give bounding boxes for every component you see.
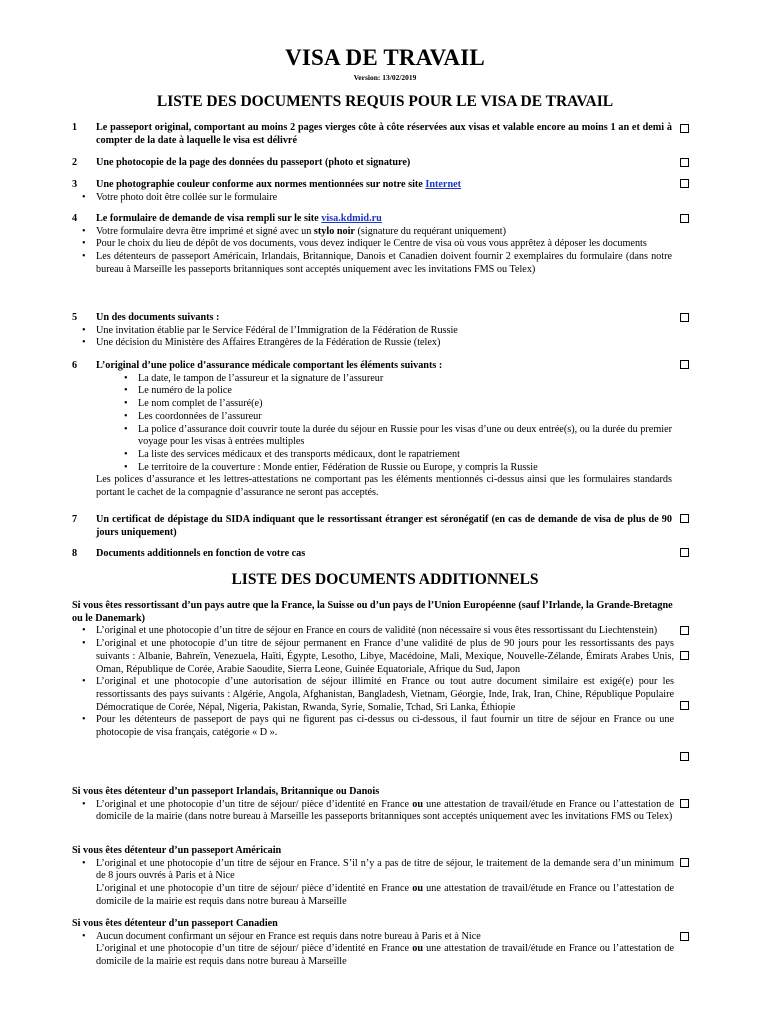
checkbox[interactable] bbox=[680, 858, 689, 867]
bullet: • L’original et une photocopie d’un titre de séjour permanent en France d’une validité de plus de 90 jours pour les ressortissants des pays suivants : Albanie, Bahreïn, Venezuela, Haïti, Égypte, Lesotho, Libye, Macédoine, Mali, Mexique, Nouvelle-Zélande, Émirats Arabes Unis, Oman, République de Corée, Arabie Saoudite, Sierra Leone, Guinée Equatoriale, Afrique du Sud, Japon bbox=[72, 638, 674, 676]
required-list-title: LISTE DES DOCUMENTS REQUIS POUR LE VISA DE TRAVAIL bbox=[156, 93, 614, 110]
page-title: VISA DE TRAVAIL bbox=[285, 45, 485, 70]
section-canadian: Si vous êtes détenteur d’un passeport Canadien • Aucun document confirmant un séjour en France est requis dans notre bureau à Paris et à Nice L’original et une photocopie d’un titre de séjour/ pièce d’identité en France ou une attestation de travail/étude en France ou l’attestation de domicile de la mairie est requis dans notre bureau à Marseille bbox=[72, 918, 674, 969]
kdmid-link[interactable]: visa.kdmid.ru bbox=[321, 213, 382, 224]
checkbox[interactable] bbox=[680, 651, 689, 660]
list-item: 2 Une photocopie de la page des données du passeport (photo et signature) bbox=[72, 157, 411, 168]
bullet: • Le nom complet de l’assuré(e) bbox=[72, 398, 672, 411]
bullet: • Votre formulaire devra être imprimé et signé avec un stylo noir (signature du requérant uniquement) bbox=[72, 226, 672, 239]
list-item: 3 Une photographie couleur conforme aux normes mentionnées sur notre site Internet • Votre photo doit être collée sur le formulaire bbox=[72, 179, 672, 204]
checkbox[interactable] bbox=[680, 313, 689, 322]
list-item: 4 Le formulaire de demande de visa rempli sur le site visa.kdmid.ru • Votre formulaire devra être imprimé et signé avec un stylo noir (signature du requérant uniquement) • Pour le choix du lieu de dépôt de vos documents, vous devez indiquer le Centre de visa où vous vous apprêtez à déposer les documents • Les détenteurs de passeport Américain, Irlandais, Britannique, Danois et Canadien doivent fournir 2 exemplaires du formulaire (dans notre bureau à Marseille les passeports britanniques sont acceptés uniquement avec les invitations FMS ou Telex) bbox=[72, 213, 672, 277]
bullet: • L’original et une photocopie d’un titre de séjour/ pièce d’identité en France ou une attestation de travail/étude en France ou l’attestation de domicile de la mairie (dans notre bureau à Marseille les passeports britanniques sont acceptés uniquement avec les invitations FMS ou Telex) bbox=[72, 799, 674, 824]
bullet: • Votre photo doit être collée sur le formulaire bbox=[72, 192, 672, 205]
bullet: • La liste des services médicaux et des transports médicaux, dont le rapatriement bbox=[72, 449, 672, 462]
checkbox[interactable] bbox=[680, 548, 689, 557]
list-item: 6 L’original d’une police d’assurance médicale comportant les éléments suivants : • La date, le tampon de l’assureur et la signature de l’assureur • Le numéro de la police • Le nom complet de l’assuré(e) • Les coordonnées de l’assureur • La police d’assurance doit couvrir toute la durée du séjour en Russie pour les visas d’une ou deux entrée(s), ou la durée du premier voyage pour les visas à entrées multiples • La liste des services médicaux et des transports médicaux, dont le rapatriement • Le territoire de la couverture : Monde entier, Fédération de Russie ou Europe, y compris la Russie Les polices d’assurance et les lettres-attestations ne comportant pas les éléments mentionnés ci-dessus ainsi que les formulaires standards portant le cachet de la compagnie d’assurance ne seront pas acceptés. bbox=[72, 360, 672, 500]
checkbox[interactable] bbox=[680, 179, 689, 188]
list-item: 1 Le passeport original, comportant au moins 2 pages vierges côte à côte réservées aux visas et valable encore au moins 1 an et demi à compter de la date à laquelle le visa est délivré bbox=[72, 122, 672, 146]
bullet: • Les détenteurs de passeport Américain, Irlandais, Britannique, Danois et Canadien doivent fournir 2 exemplaires du formulaire (dans notre bureau à Marseille les passeports britanniques sont acceptés uniquement avec les invitations FMS ou Telex) bbox=[72, 251, 672, 276]
bullet: • Les coordonnées de l’assureur bbox=[72, 411, 672, 424]
list-item: 8 Documents additionnels en fonction de votre cas bbox=[72, 548, 306, 559]
checkbox[interactable] bbox=[680, 514, 689, 523]
additional-list-title: LISTE DES DOCUMENTS ADDITIONNELS bbox=[231, 571, 539, 588]
checkbox[interactable] bbox=[680, 932, 689, 941]
bullet: • Une invitation établie par le Service Fédéral de l’Immigration de la Fédération de Russie bbox=[72, 325, 672, 338]
section-american: Si vous êtes détenteur d’un passeport Américain • L’original et une photocopie d’un titre de séjour en France. S’il n’y a pas de titre de séjour, le traitement de la demande sera d’un minimum de 8 jours ouvrés à Paris et à Nice L’original et une photocopie d’un titre de séjour/ pièce d’identité en France ou une attestation de travail/étude en France ou l’attestation de domicile de la mairie est requis dans notre bureau à Marseille bbox=[72, 845, 674, 909]
list-item: 5 Un des documents suivants : • Une invitation établie par le Service Fédéral de l’Immigration de la Fédération de Russie • Une décision du Ministère des Affaires Etrangères de la Fédération de Russie (telex) bbox=[72, 312, 672, 350]
bullet: • L’original et une photocopie d’un titre de séjour en France. S’il n’y a pas de titre de séjour, le traitement de la demande sera d’un minimum de 8 jours ouvrés à Paris et à Nice bbox=[72, 858, 674, 883]
bullet: • Aucun document confirmant un séjour en France est requis dans notre bureau à Paris et à Nice bbox=[72, 931, 674, 944]
checkbox[interactable] bbox=[680, 626, 689, 635]
bullet: • Le territoire de la couverture : Monde entier, Fédération de Russie ou Europe, y compris la Russie bbox=[72, 462, 672, 475]
bullet: • Pour le choix du lieu de dépôt de vos documents, vous devez indiquer le Centre de visa où vous vous apprêtez à déposer les documents bbox=[72, 238, 672, 251]
checkbox[interactable] bbox=[680, 360, 689, 369]
list-item: 7 Un certificat de dépistage du SIDA indiquant que le ressortissant étranger est séronégatif (en cas de demande de visa de plus de 90 jours uniquement) bbox=[72, 514, 672, 538]
checkbox[interactable] bbox=[680, 158, 689, 167]
internet-link[interactable]: Internet bbox=[425, 179, 462, 190]
insurance-note: Les polices d’assurance et les lettres-attestations ne comportant pas les éléments mentionnés ci-dessus ainsi que les formulaires standards portant le cachet de la compagnie d’assurance ne seront pas acceptés. bbox=[96, 474, 672, 499]
version-label: Version: 13/02/2019 bbox=[353, 73, 417, 82]
bullet: • L’original et une photocopie d’une autorisation de séjour illimité en France ou tout autre document similaire est exigé(e) pour les ressortissants des pays suivants : Algérie, Angola, Afghanistan, Bangladesh, Vietnam, Géorgie, Inde, Irak, Iran, Chine, République Populaire Démocratique de Corée, Népal, Nigeria, Pakistan, Rwanda, Syrie, Somalie, Tchad, Sri Lanka, Éthiopie bbox=[72, 676, 674, 714]
checkbox[interactable] bbox=[680, 752, 689, 761]
bullet: • La date, le tampon de l’assureur et la signature de l’assureur bbox=[72, 373, 672, 386]
checkbox[interactable] bbox=[680, 214, 689, 223]
bullet: • L’original et une photocopie d’un titre de séjour en France en cours de validité (non nécessaire si vous êtes ressortissant du Liechtenstein) bbox=[72, 625, 674, 638]
bullet: • Le numéro de la police bbox=[72, 385, 672, 398]
checkbox[interactable] bbox=[680, 124, 689, 133]
bullet: • Pour les détenteurs de passeport de pays qui ne figurent pas ci-dessus ou ci-dessous, il faut fournir un titre de séjour en France ou une photocopie de visa français, catégorie « D ». bbox=[72, 714, 674, 739]
checkbox[interactable] bbox=[680, 701, 689, 710]
section-irish-british-danish: Si vous êtes détenteur d’un passeport Irlandais, Britannique ou Danois • L’original et une photocopie d’un titre de séjour/ pièce d’identité en France ou une attestation de travail/étude en France ou l’attestation de domicile de la mairie (dans notre bureau à Marseille les passeports britanniques sont acceptés uniquement avec les invitations FMS ou Telex) bbox=[72, 786, 674, 824]
section-non-eu: Si vous êtes ressortissant d’un pays autre que la France, la Suisse ou d’un pays de l’Union Européenne (sauf l’Irlande, la Grande-Bretagne ou le Danemark) • L’original et une photocopie d’un titre de séjour en France en cours de validité (non nécessaire si vous êtes ressortissant du Liechtenstein) • L’original et une photocopie d’un titre de séjour permanent en France d’une validité de plus de 90 jours pour les ressortissants des pays suivants : Albanie, Bahreïn, Venezuela, Haïti, Égypte, Lesotho, Libye, Macédoine, Mali, Mexique, Nouvelle-Zélande, Émirats Arabes Unis, Oman, République de Corée, Arabie Saoudite, Sierra Leone, Guinée Equatoriale, Afrique du Sud, Japon • L’original et une photocopie d’une autorisation de séjour illimité en France ou tout autre document similaire est exigé(e) pour les ressortissants des pays suivants : Algérie, Angola, Afghanistan, Bangladesh, Vietnam, Géorgie, Inde, Irak, Iran, Chine, République Populaire Démocratique de Corée, Népal, Nigeria, Pakistan, Rwanda, Syrie, Somalie, Tchad, Sri Lanka, Éthiopie • Pour les détenteurs de passeport de pays qui ne figurent pas ci-dessus ou ci-dessous, il faut fournir un titre de séjour en France ou une photocopie de visa français, catégorie « D ». bbox=[72, 600, 674, 740]
checkbox[interactable] bbox=[680, 799, 689, 808]
bullet: • Une décision du Ministère des Affaires Etrangères de la Fédération de Russie (telex) bbox=[72, 337, 672, 350]
bullet: • La police d’assurance doit couvrir toute la durée du séjour en Russie pour les visas d’une ou deux entrée(s), ou la durée du premier voyage pour les visas à entrées multiples bbox=[72, 424, 672, 449]
